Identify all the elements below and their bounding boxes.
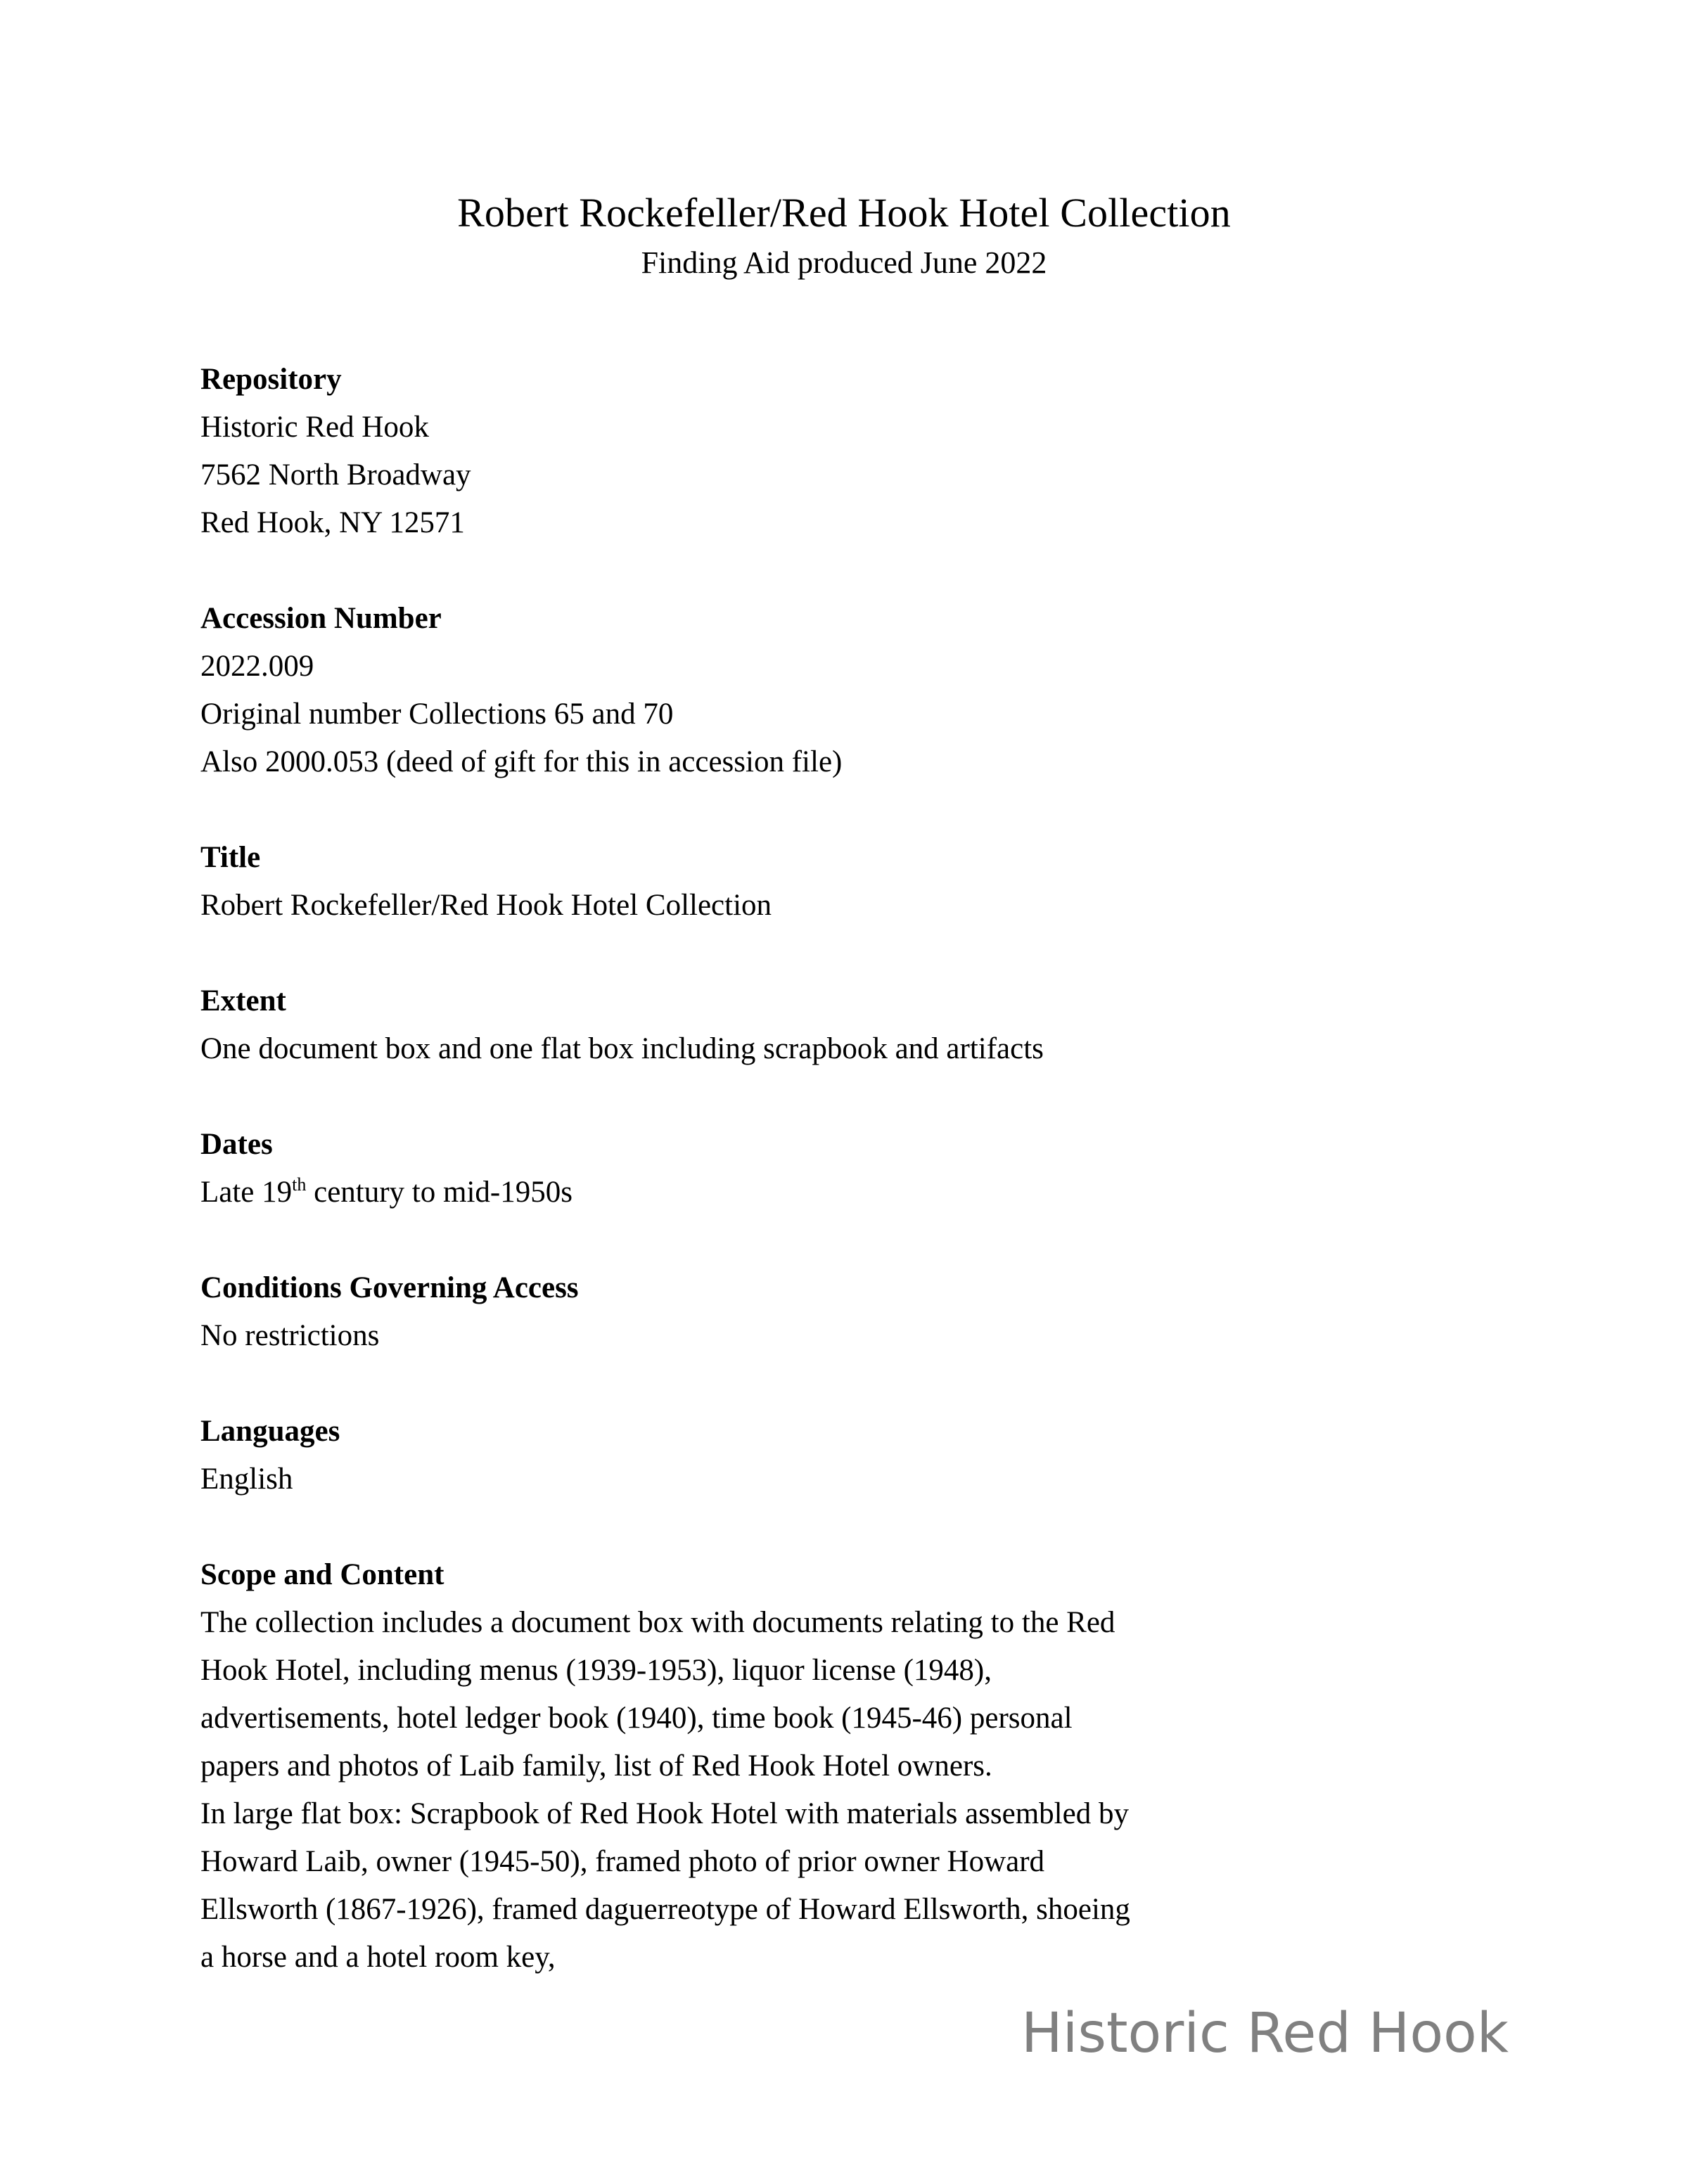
section-line: In large flat box: Scrapbook of Red Hook Hotel with materials assembled by — [200, 1797, 1129, 1830]
section-line — [200, 1169, 1488, 1216]
document-title-block — [0, 188, 1688, 284]
page-subtitle: Finding Aid produced June 2022 — [641, 245, 1047, 280]
section-heading: Title — [200, 841, 261, 874]
section-line: 7562 North Broadway — [200, 458, 471, 492]
section-heading: Conditions Governing Access — [200, 1271, 579, 1304]
section-line: The collection includes a document box with documents relating to the Red — [200, 1606, 1115, 1639]
dates-suffix: century to mid-1950s — [306, 1176, 573, 1209]
section-line: Howard Laib, owner (1945-50), framed photo of prior owner Howard — [200, 1845, 1045, 1878]
section-heading: Extent — [200, 984, 286, 1017]
page-title: Robert Rockefeller/Red Hook Hotel Collection — [457, 190, 1231, 236]
section-heading: Scope and Content — [200, 1558, 445, 1591]
section-line: Also 2000.053 (deed of gift for this in accession file) — [200, 745, 843, 778]
section-line: Historic Red Hook — [200, 411, 429, 444]
section-conditions-governing-access — [200, 1264, 1488, 1360]
section-line: No restrictions — [200, 1319, 380, 1352]
dates-ordinal-suffix: th — [292, 1174, 307, 1195]
section-line: Robert Rockefeller/Red Hook Hotel Collection — [200, 889, 772, 922]
document-body — [200, 356, 1488, 1981]
section-line: Original number Collections 65 and 70 — [200, 698, 674, 731]
section-line: One document box and one flat box including scrapbook and artifacts — [200, 1032, 1044, 1065]
section-line: a horse and a hotel room key, — [200, 1941, 556, 1974]
section-line: Ellsworth (1867-1926), framed daguerreotype of Howard Ellsworth, shoeing — [200, 1893, 1130, 1926]
section-heading: Dates — [200, 1128, 273, 1161]
section-line: English — [200, 1463, 293, 1496]
section-line: 2022.009 — [200, 650, 314, 683]
section-line: advertisements, hotel ledger book (1940), time book (1945-46) personal — [200, 1702, 1073, 1735]
section-dates — [200, 1121, 1488, 1216]
dates-prefix: Late 19 — [200, 1176, 293, 1209]
section-line: Red Hook, NY 12571 — [200, 506, 465, 539]
section-heading: Repository — [200, 363, 342, 396]
section-extent — [200, 977, 1488, 1073]
section-repository — [200, 356, 1488, 547]
section-accession-number — [200, 595, 1488, 786]
footer-watermark: Historic Red Hook — [1021, 2002, 1509, 2065]
section-line: papers and photos of Laib family, list of Red Hook Hotel owners. — [200, 1749, 992, 1782]
section-heading: Languages — [200, 1415, 340, 1448]
section-heading: Accession Number — [200, 602, 442, 635]
section-scope-and-content — [200, 1551, 1488, 1981]
section-languages — [200, 1408, 1488, 1503]
section-line: Hook Hotel, including menus (1939-1953), liquor license (1948), — [200, 1654, 992, 1687]
section-title — [200, 834, 1488, 930]
